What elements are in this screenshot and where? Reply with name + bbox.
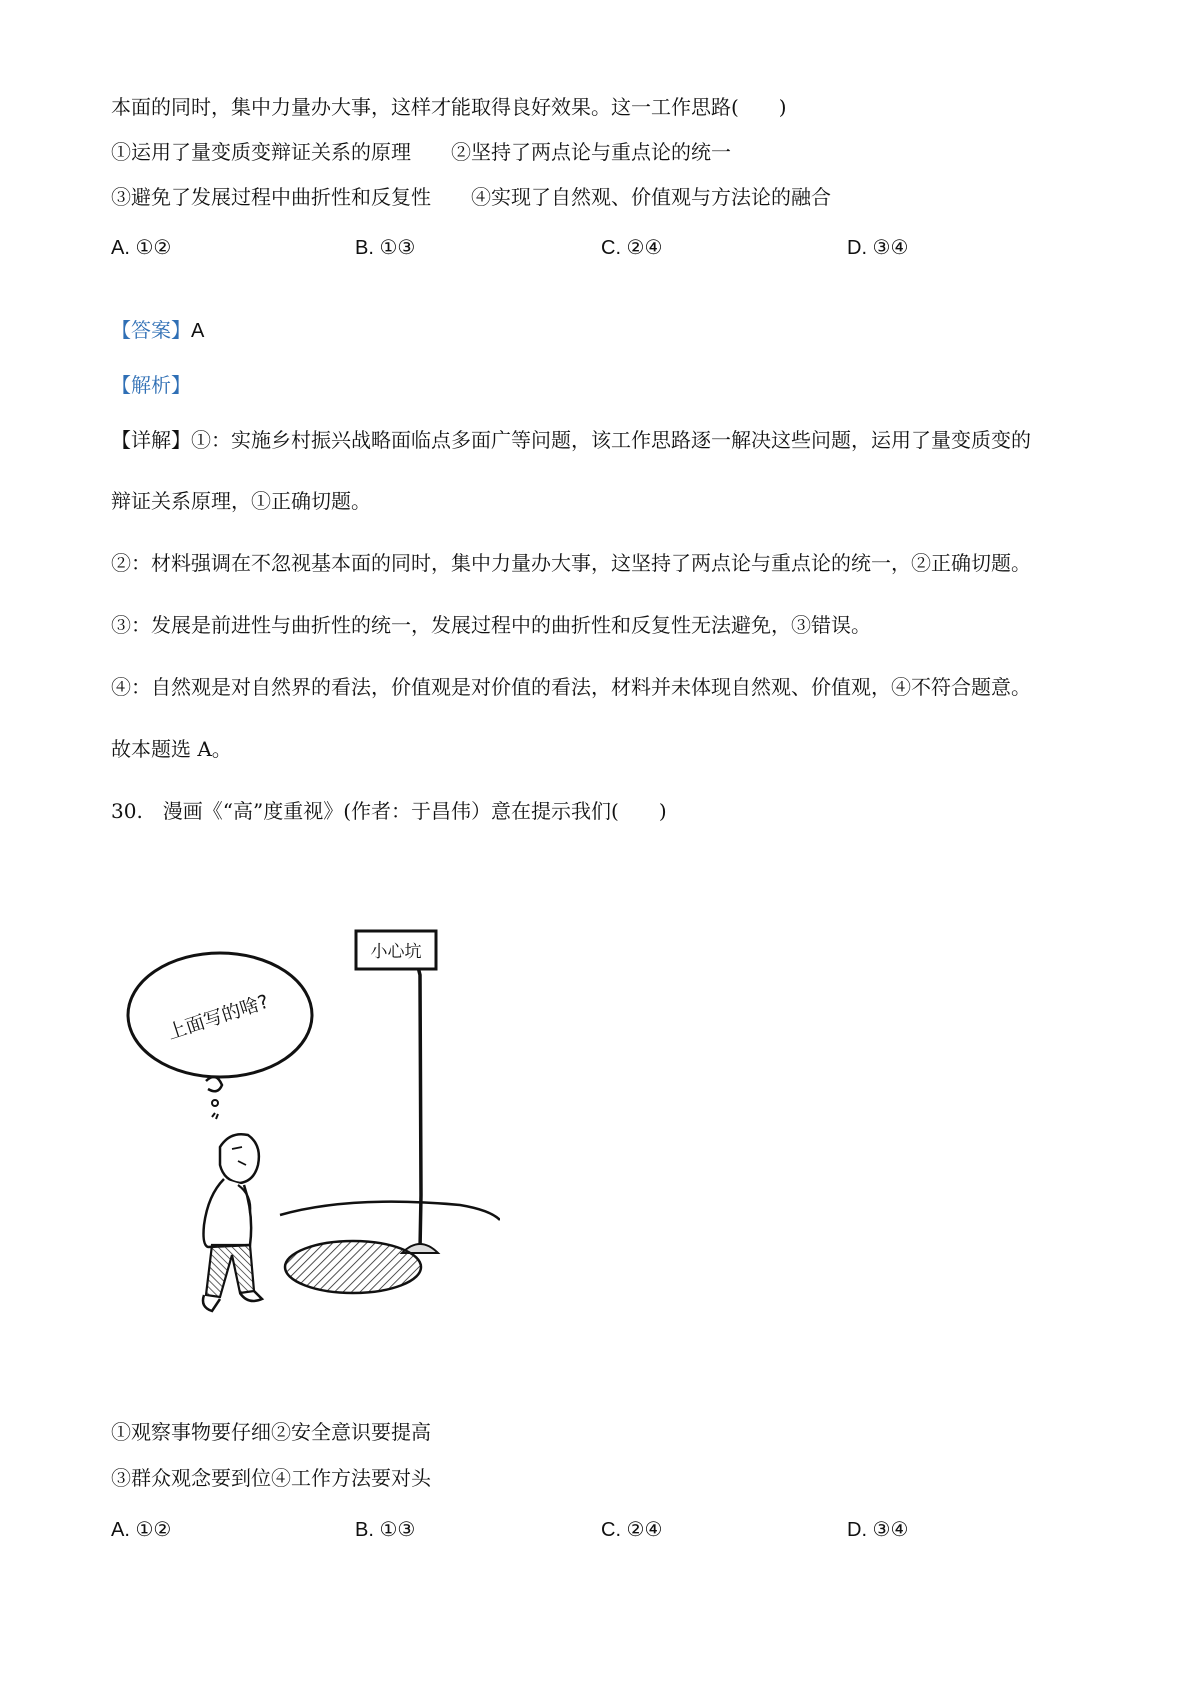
detail-line-1 xyxy=(111,426,1031,454)
q29-option-a: A. ①② xyxy=(111,237,172,259)
q29-option-d: D. ③④ xyxy=(847,237,909,259)
q30-statements-1: ①观察事物要仔细②安全意识要提高 xyxy=(111,1420,431,1444)
detail-1a: ①：实施乡村振兴战略面临点多面广等问题，该工作思路逐一解决这些问题，运用了量变质变的 xyxy=(191,428,1031,452)
cartoon-drawing xyxy=(120,895,500,1335)
detail-4: ④：自然观是对自然界的看法，价值观是对价值的看法，材料并未体现自然观、价值观，④不符合题意。 xyxy=(111,675,1031,699)
q29-answer xyxy=(111,316,204,345)
q29-statements-row-1 xyxy=(111,138,731,166)
person-head xyxy=(220,1134,259,1183)
q29-stem: 本面的同时，集中力量办大事，这样才能取得良好效果。这一工作思路( ) xyxy=(111,95,787,119)
answer-value: A xyxy=(191,320,205,342)
bubble-text: 上面写的啥? xyxy=(164,990,272,1044)
detail-1b: 辩证关系原理，①正确切题。 xyxy=(111,489,371,513)
answer-label: 【答案】 xyxy=(111,318,191,342)
q29-statement-3: ③避免了发展过程中曲折性和反复性 xyxy=(111,185,431,209)
ground-line xyxy=(280,1202,500,1220)
detail-label: 【详解】 xyxy=(111,428,191,452)
q30-option-a: A. ①② xyxy=(111,1519,172,1541)
sign-pole xyxy=(418,967,421,1250)
conclusion: 故本题选 A。 xyxy=(111,737,232,761)
cartoon-figure xyxy=(120,895,500,1335)
q30-option-c: C. ②④ xyxy=(601,1519,663,1541)
q30-stem: 30. 漫画《“高”度重视》(作者：于昌伟）意在提示我们( ) xyxy=(111,799,667,823)
bubble-dot-3 xyxy=(212,1113,218,1119)
q29-option-c: C. ②④ xyxy=(601,237,663,259)
q30-statements-2: ③群众观念要到位④工作方法要对头 xyxy=(111,1466,431,1490)
q29-statements-row-2 xyxy=(111,183,831,211)
q30-option-d: D. ③④ xyxy=(847,1519,909,1541)
person-legs xyxy=(206,1245,254,1297)
pit xyxy=(285,1241,421,1293)
sign-text: 小心坑 xyxy=(370,942,422,962)
analysis-label: 【解析】 xyxy=(111,373,191,397)
detail-3: ③：发展是前进性与曲折性的统一，发展过程中的曲折性和反复性无法避免，③错误。 xyxy=(111,613,871,637)
bubble-dot-1 xyxy=(206,1077,222,1091)
detail-2: ②：材料强调在不忽视基本面的同时，集中力量办大事，这坚持了两点论与重点论的统一，②正确切题。 xyxy=(111,551,1031,575)
q29-statement-2: ②坚持了两点论与重点论的统一 xyxy=(451,140,731,164)
q29-option-b: B. ①③ xyxy=(355,237,416,259)
bubble-dot-2 xyxy=(212,1100,218,1106)
q29-statement-4: ④实现了自然观、价值观与方法论的融合 xyxy=(471,185,831,209)
q29-statement-1: ①运用了量变质变辩证关系的原理 xyxy=(111,140,411,164)
q30-option-b: B. ①③ xyxy=(355,1519,416,1541)
